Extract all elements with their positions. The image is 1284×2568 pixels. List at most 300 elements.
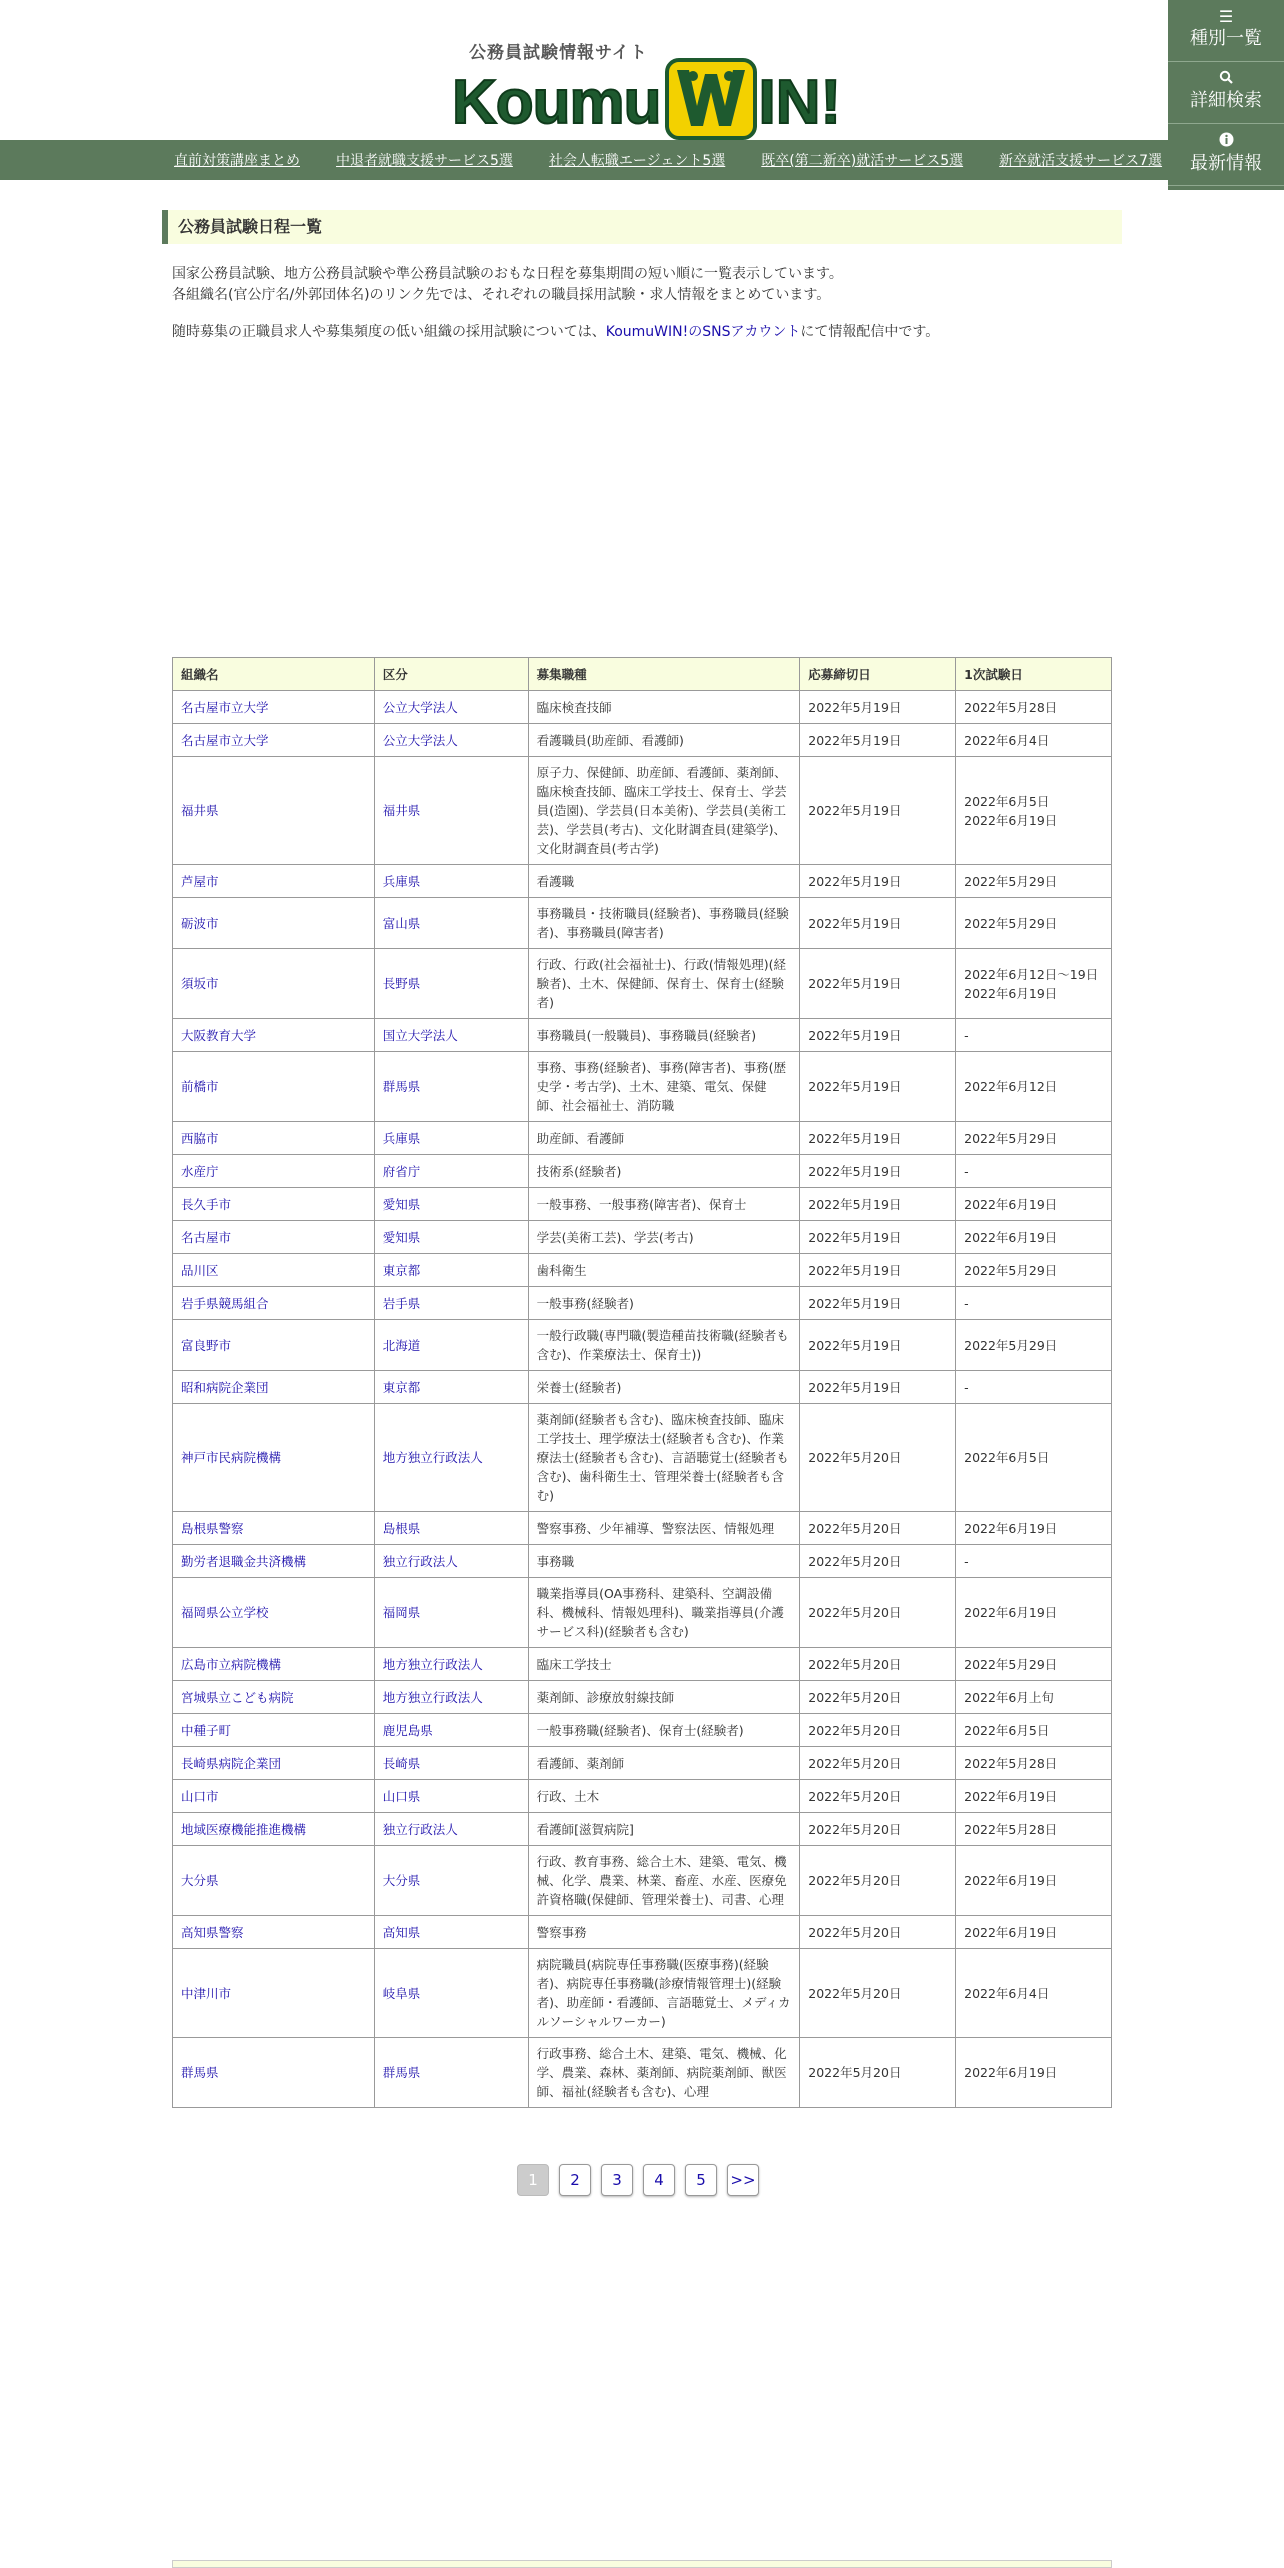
table-cell-jobs: [528, 898, 800, 949]
table-row: [173, 1019, 1112, 1052]
jobs-cell: 薬剤師、診療放射線技師: [536, 1689, 675, 1705]
table-cell-exam: [956, 865, 1112, 898]
category-link[interactable]: 地方独立行政法人: [382, 1450, 483, 1465]
table-cell-exam: [956, 1254, 1112, 1287]
pagination-page-3[interactable]: 3: [601, 2164, 633, 2196]
table-cell-category: [374, 1512, 528, 1545]
table-cell-org: [173, 1648, 375, 1681]
info-icon: [1168, 132, 1284, 151]
category-link[interactable]: 長崎県: [382, 1755, 421, 1771]
nav-link-exam-prep[interactable]: 直前対策講座まとめ: [174, 153, 300, 169]
table-cell-org: [173, 2038, 375, 2108]
org-link[interactable]: 島根県警察: [181, 1520, 244, 1536]
table-cell-org: [173, 1221, 375, 1254]
exam-date-cell: 2022年6月5日 2022年6月19日: [964, 793, 1058, 828]
category-link[interactable]: 富山県: [382, 915, 421, 931]
table-cell-deadline: [800, 1780, 956, 1813]
exam-date-cell: 2022年5月29日: [964, 1130, 1058, 1146]
table-cell-exam: [956, 1916, 1112, 1949]
jobs-cell: 一般事務職(経験者)、保育士(経験者): [536, 1722, 744, 1738]
jobs-cell: 歯科衛生: [536, 1262, 587, 1278]
table-cell-deadline: [800, 1254, 956, 1287]
org-link[interactable]: 福岡県公立学校: [181, 1605, 269, 1620]
sns-account-link[interactable]: KoumuWIN!のSNSアカウント: [605, 324, 801, 340]
table-cell-exam: [956, 1155, 1112, 1188]
nav-link-career-agent[interactable]: 社会人転職エージェント5選: [548, 153, 726, 169]
org-link[interactable]: 長崎県病院企業団: [181, 1755, 282, 1771]
table-cell-exam: [956, 1221, 1112, 1254]
table-cell-exam: [956, 724, 1112, 757]
category-link[interactable]: 群馬県: [382, 1079, 421, 1094]
table-row: [173, 865, 1112, 898]
table-cell-jobs: [528, 691, 800, 724]
main-nav: [0, 140, 1284, 180]
table-cell-deadline: [800, 1846, 956, 1916]
deadline-cell: 2022年5月19日: [808, 1163, 902, 1179]
exam-schedule-table: [172, 657, 1112, 2108]
table-cell-jobs: [528, 1052, 800, 1122]
table-row: [173, 691, 1112, 724]
jobs-cell: 看護職員(助産師、看護師): [536, 732, 684, 748]
table-cell-deadline: [800, 1747, 956, 1780]
table-cell-jobs: [528, 1949, 800, 2038]
table-cell-jobs: [528, 1287, 800, 1320]
logo-text-left: Koumu: [452, 68, 661, 137]
table-row: [173, 1681, 1112, 1714]
org-link[interactable]: 名古屋市: [181, 1229, 232, 1245]
exam-date-cell: 2022年5月29日: [964, 873, 1058, 889]
table-cell-deadline: [800, 1813, 956, 1846]
exam-date-cell: -: [964, 1027, 969, 1043]
jobs-cell: 技術系(経験者): [536, 1163, 622, 1179]
table-cell-org: [173, 1122, 375, 1155]
jobs-cell: 助産師、看護師: [536, 1130, 625, 1146]
table-cell-category: [374, 1287, 528, 1320]
table-row: [173, 1578, 1112, 1648]
org-link[interactable]: 高知県警察: [181, 1924, 244, 1940]
table-row: [173, 724, 1112, 757]
table-cell-category: [374, 1916, 528, 1949]
table-cell-deadline: [800, 1188, 956, 1221]
exam-date-cell: -: [964, 1163, 969, 1179]
org-link[interactable]: 砺波市: [181, 915, 219, 931]
deadline-cell: 2022年5月19日: [808, 1229, 902, 1245]
table-cell-jobs: [528, 1512, 800, 1545]
table-cell-category: [374, 1949, 528, 2038]
table-cell-category: [374, 1714, 528, 1747]
category-link[interactable]: 島根県: [382, 1520, 421, 1536]
table-cell-exam: [956, 1747, 1112, 1780]
exam-date-cell: 2022年5月29日: [964, 915, 1058, 931]
pagination-next-button[interactable]: >>: [727, 2164, 759, 2196]
table-cell-category: [374, 1019, 528, 1052]
jobs-cell: 行政、教育事務、総合土木、建築、電気、機械、化学、農業、林業、畜産、水産、医療免許資格職(保健師、管理栄養士)、司書、心理: [536, 1854, 787, 1907]
category-link[interactable]: 岩手県: [382, 1295, 421, 1311]
exam-date-cell: 2022年5月29日: [964, 1337, 1058, 1353]
category-link[interactable]: 東京都: [382, 1262, 421, 1278]
logo-caption: 公務員試験情報サイト: [469, 43, 648, 63]
exam-date-cell: -: [964, 1379, 969, 1395]
table-cell-org: [173, 949, 375, 1019]
table-cell-jobs: [528, 1578, 800, 1648]
table-cell-category: [374, 1221, 528, 1254]
category-link[interactable]: 高知県: [382, 1924, 421, 1940]
org-link[interactable]: 群馬県: [181, 2065, 219, 2080]
table-cell-exam: [956, 949, 1112, 1019]
table-cell-category: [374, 949, 528, 1019]
site-logo[interactable]: [452, 24, 842, 137]
org-link[interactable]: 岩手県競馬組合: [181, 1295, 269, 1311]
jobs-cell: 警察事務、少年補導、警察法医、情報処理: [536, 1520, 775, 1536]
column-header-jobs: 募集職種: [528, 658, 800, 691]
category-link[interactable]: 地方独立行政法人: [382, 1656, 483, 1672]
exam-date-cell: 2022年6月4日: [964, 732, 1050, 748]
pagination-page-5[interactable]: 5: [685, 2164, 717, 2196]
table-row: [173, 949, 1112, 1019]
table-cell-deadline: [800, 1320, 956, 1371]
table-cell-org: [173, 1813, 375, 1846]
org-link[interactable]: 地域医療機能推進機構: [181, 1821, 307, 1837]
org-link[interactable]: 名古屋市立大学: [181, 732, 269, 748]
deadline-cell: 2022年5月20日: [808, 1873, 902, 1888]
table-cell-jobs: [528, 2038, 800, 2108]
category-link[interactable]: 独立行政法人: [382, 1821, 458, 1837]
exam-date-cell: 2022年6月12日: [964, 1079, 1058, 1094]
table-cell-category: [374, 1371, 528, 1404]
jobs-cell: 栄養士(経験者): [536, 1379, 622, 1395]
table-cell-jobs: [528, 1846, 800, 1916]
category-link[interactable]: 愛知県: [382, 1229, 421, 1245]
org-link[interactable]: 中種子町: [181, 1722, 232, 1738]
table-cell-org: [173, 1916, 375, 1949]
table-cell-jobs: [528, 1545, 800, 1578]
deadline-cell: 2022年5月19日: [808, 1196, 902, 1212]
table-cell-exam: [956, 1681, 1112, 1714]
table-row: [173, 1371, 1112, 1404]
table-cell-jobs: [528, 724, 800, 757]
table-cell-exam: [956, 1019, 1112, 1052]
table-cell-deadline: [800, 1545, 956, 1578]
org-link[interactable]: 山口市: [181, 1788, 219, 1804]
table-cell-org: [173, 691, 375, 724]
table-cell-org: [173, 1254, 375, 1287]
table-cell-org: [173, 1512, 375, 1545]
intro-sns-before: 随時募集の正職員求人や募集頻度の低い組織の採用試験については、: [172, 324, 606, 340]
org-link[interactable]: 宮城県立こども病院: [181, 1689, 294, 1705]
org-link[interactable]: 神戸市民病院機構: [181, 1450, 282, 1465]
side-menu: [1168, 0, 1284, 190]
exam-date-cell: 2022年6月5日: [964, 1450, 1050, 1465]
table-cell-exam: [956, 1371, 1112, 1404]
table-cell-deadline: [800, 1714, 956, 1747]
table-cell-category: [374, 1747, 528, 1780]
nav-link-dropout-support[interactable]: 中退者就職支援サービス5選: [336, 153, 513, 169]
logo-text-right: IN!: [758, 68, 842, 137]
category-link[interactable]: 岐阜県: [382, 1985, 421, 2001]
table-row: [173, 1747, 1112, 1780]
table-cell-deadline: [800, 1287, 956, 1320]
intro-sns-after: にて情報配信中です。: [800, 324, 940, 340]
deadline-cell: 2022年5月19日: [808, 873, 902, 889]
side-button-categories[interactable]: [1168, 0, 1284, 62]
table-cell-exam: [956, 691, 1112, 724]
org-link[interactable]: 勤労者退職金共済機構: [181, 1553, 307, 1569]
org-link[interactable]: 昭和病院企業団: [181, 1379, 269, 1395]
table-cell-category: [374, 1254, 528, 1287]
table-cell-deadline: [800, 1371, 956, 1404]
exam-date-cell: 2022年6月19日: [964, 1788, 1058, 1804]
table-cell-exam: [956, 1122, 1112, 1155]
site-header: [0, 0, 1284, 140]
deadline-cell: 2022年5月20日: [808, 1821, 902, 1837]
category-link[interactable]: 鹿児島県: [382, 1722, 433, 1738]
deadline-cell: 2022年5月19日: [808, 1079, 902, 1094]
intro-line-2: 各組織名(官公庁名/外郭団体名)のリンク先では、それぞれの職員採用試験・求人情報をまとめています。: [172, 287, 831, 303]
table-cell-exam: [956, 898, 1112, 949]
table-cell-category: [374, 1122, 528, 1155]
table-row: [173, 1052, 1112, 1122]
exam-date-cell: 2022年6月5日: [964, 1722, 1050, 1738]
table-cell-category: [374, 1648, 528, 1681]
table-cell-jobs: [528, 1155, 800, 1188]
category-link[interactable]: 公立大学法人: [382, 699, 458, 715]
table-cell-deadline: [800, 1052, 956, 1122]
table-row: [173, 1512, 1112, 1545]
category-link[interactable]: 公立大学法人: [382, 732, 458, 748]
table-cell-org: [173, 724, 375, 757]
table-cell-deadline: [800, 865, 956, 898]
table-row: [173, 757, 1112, 865]
category-link[interactable]: 兵庫県: [382, 873, 421, 889]
org-link[interactable]: 長久手市: [181, 1196, 232, 1212]
jobs-cell: 事務職: [536, 1553, 575, 1569]
table-cell-category: [374, 1813, 528, 1846]
table-row: [173, 1404, 1112, 1512]
logo-wordmark: [452, 52, 842, 137]
table-cell-category: [374, 1155, 528, 1188]
column-header-exam-date: 1次試験日: [956, 658, 1112, 691]
deadline-cell: 2022年5月19日: [808, 1295, 902, 1311]
table-cell-org: [173, 1155, 375, 1188]
pagination: [517, 2164, 759, 2196]
jobs-cell: 臨床検査技師: [536, 699, 612, 715]
org-link[interactable]: 須坂市: [181, 976, 219, 991]
deadline-cell: 2022年5月20日: [808, 1924, 902, 1940]
table-cell-deadline: [800, 1512, 956, 1545]
deadline-cell: 2022年5月20日: [808, 1788, 902, 1804]
org-link[interactable]: 名古屋市立大学: [181, 699, 269, 715]
table-cell-jobs: [528, 865, 800, 898]
deadline-cell: 2022年5月20日: [808, 1656, 902, 1672]
intro-line-1: 国家公務員試験、地方公務員試験や準公務員試験のおもな日程を募集期間の短い順に一覧表示しています。: [172, 266, 843, 282]
deadline-cell: 2022年5月19日: [808, 915, 902, 931]
exam-date-cell: 2022年6月19日: [964, 1924, 1058, 1940]
side-button-search[interactable]: [1168, 62, 1284, 124]
category-link[interactable]: 独立行政法人: [382, 1553, 458, 1569]
table-cell-category: [374, 691, 528, 724]
deadline-cell: 2022年5月20日: [808, 1450, 902, 1465]
nav-link-newgrad-service[interactable]: 新卒就活支援サービス7選: [999, 153, 1163, 169]
table-cell-deadline: [800, 1681, 956, 1714]
table-cell-org: [173, 1578, 375, 1648]
table-cell-category: [374, 1320, 528, 1371]
jobs-cell: 看護職: [536, 873, 575, 889]
table-row: [173, 1648, 1112, 1681]
jobs-cell: 職業指導員(OA事務科、建築科、空調設備科、機械科、情報処理科)、職業指導員(介護サービス科)(経験者も含む): [536, 1586, 784, 1639]
category-link[interactable]: 東京都: [382, 1379, 421, 1395]
jobs-cell: 行政、土木: [536, 1788, 600, 1804]
table-cell-category: [374, 1404, 528, 1512]
category-link[interactable]: 愛知県: [382, 1196, 421, 1212]
table-cell-deadline: [800, 1916, 956, 1949]
org-link[interactable]: 広島市立病院機構: [181, 1656, 282, 1672]
table-row: [173, 1155, 1112, 1188]
table-cell-org: [173, 1287, 375, 1320]
table-cell-category: [374, 2038, 528, 2108]
side-button-label: 最新情報: [1190, 153, 1262, 174]
table-cell-org: [173, 1371, 375, 1404]
category-link[interactable]: 群馬県: [382, 2065, 421, 2080]
table-cell-exam: [956, 1188, 1112, 1221]
table-cell-org: [173, 1846, 375, 1916]
category-link[interactable]: 兵庫県: [382, 1130, 421, 1146]
deadline-cell: 2022年5月19日: [808, 1130, 902, 1146]
exam-date-cell: 2022年6月19日: [964, 1520, 1058, 1536]
table-row: [173, 1287, 1112, 1320]
table-cell-exam: [956, 757, 1112, 865]
org-link[interactable]: 西脇市: [181, 1130, 219, 1146]
table-cell-deadline: [800, 898, 956, 949]
org-link[interactable]: 前橋市: [181, 1079, 219, 1094]
table-cell-org: [173, 757, 375, 865]
org-link[interactable]: 富良野市: [181, 1337, 232, 1353]
category-link[interactable]: 府省庁: [382, 1163, 421, 1179]
exam-date-cell: 2022年6月19日: [964, 1605, 1058, 1620]
table-cell-jobs: [528, 1188, 800, 1221]
table-cell-jobs: [528, 1916, 800, 1949]
pagination-page-2[interactable]: 2: [559, 2164, 591, 2196]
table-cell-exam: [956, 1404, 1112, 1512]
table-cell-org: [173, 865, 375, 898]
column-header-category: 区分: [374, 658, 528, 691]
exam-date-cell: 2022年5月29日: [964, 1656, 1058, 1672]
table-cell-jobs: [528, 1122, 800, 1155]
table-header-row: [173, 658, 1112, 691]
exam-date-cell: 2022年6月19日: [964, 1196, 1058, 1212]
table-cell-category: [374, 757, 528, 865]
table-row: [173, 1188, 1112, 1221]
table-cell-exam: [956, 1545, 1112, 1578]
nav-link-graduate-service[interactable]: 既卒(第二新卒)就活サービス5選: [761, 153, 964, 169]
table-cell-org: [173, 1019, 375, 1052]
table-cell-jobs: [528, 1221, 800, 1254]
table-cell-jobs: [528, 1371, 800, 1404]
org-link[interactable]: 水産庁: [181, 1163, 219, 1179]
table-cell-exam: [956, 1512, 1112, 1545]
side-button-label: 詳細検索: [1190, 90, 1262, 111]
search-icon: [1168, 70, 1284, 88]
org-link[interactable]: 品川区: [181, 1262, 219, 1278]
org-link[interactable]: 芦屋市: [181, 873, 219, 889]
jobs-cell: 事務職員(一般職員)、事務職員(経験者): [536, 1027, 757, 1043]
exam-date-cell: 2022年5月29日: [964, 1262, 1058, 1278]
table-row: [173, 1846, 1112, 1916]
deadline-cell: 2022年5月20日: [808, 1722, 902, 1738]
table-cell-exam: [956, 1949, 1112, 2038]
table-cell-deadline: [800, 1019, 956, 1052]
table-cell-org: [173, 1545, 375, 1578]
side-button-label: 種別一覧: [1190, 28, 1262, 49]
intro-sns: [172, 322, 939, 343]
deadline-cell: 2022年5月19日: [808, 1027, 902, 1043]
org-link[interactable]: 中津川市: [181, 1985, 232, 2001]
table-cell-jobs: [528, 1254, 800, 1287]
table-row: [173, 898, 1112, 949]
category-link[interactable]: 国立大学法人: [382, 1027, 458, 1043]
table-cell-deadline: [800, 1155, 956, 1188]
table-row: [173, 1916, 1112, 1949]
category-link[interactable]: 大分県: [382, 1873, 421, 1888]
category-link[interactable]: 地方独立行政法人: [382, 1689, 483, 1705]
table-cell-org: [173, 1320, 375, 1371]
jobs-cell: 看護師、薬剤師: [536, 1755, 625, 1771]
org-link[interactable]: 大阪教育大学: [181, 1027, 257, 1043]
table-cell-deadline: [800, 724, 956, 757]
exam-date-cell: 2022年6月19日: [964, 1229, 1058, 1245]
table-cell-org: [173, 898, 375, 949]
jobs-cell: 事務、事務(経験者)、事務(障害者)、事務(歴史学・考古学)、土木、建築、電気、保健師、社会福祉士、消防職: [536, 1060, 786, 1113]
category-link[interactable]: 山口県: [382, 1788, 421, 1804]
table-cell-category: [374, 724, 528, 757]
org-link[interactable]: 大分県: [181, 1873, 219, 1888]
deadline-cell: 2022年5月20日: [808, 1689, 902, 1705]
exam-date-cell: 2022年5月28日: [964, 1755, 1058, 1771]
table-cell-category: [374, 1846, 528, 1916]
table-cell-jobs: [528, 949, 800, 1019]
category-link[interactable]: 長野県: [382, 976, 421, 991]
menu-icon: ☰: [1218, 7, 1234, 26]
table-cell-exam: [956, 1846, 1112, 1916]
exam-date-cell: -: [964, 1295, 969, 1311]
category-link[interactable]: 福岡県: [382, 1605, 421, 1620]
page-title: 公務員試験日程一覧: [162, 210, 1122, 244]
table-cell-org: [173, 1404, 375, 1512]
exam-date-cell: 2022年5月28日: [964, 1821, 1058, 1837]
pagination-page-4[interactable]: 4: [643, 2164, 675, 2196]
table-cell-org: [173, 1714, 375, 1747]
table-row: [173, 1122, 1112, 1155]
table-cell-org: [173, 1681, 375, 1714]
table-cell-deadline: [800, 2038, 956, 2108]
table-cell-category: [374, 1052, 528, 1122]
deadline-cell: 2022年5月19日: [808, 1337, 902, 1353]
exam-date-cell: 2022年6月19日: [964, 2065, 1058, 2080]
table-cell-category: [374, 1780, 528, 1813]
side-button-latest[interactable]: [1168, 124, 1284, 186]
table-cell-category: [374, 1188, 528, 1221]
table-cell-exam: [956, 1320, 1112, 1371]
table-row: [173, 1254, 1112, 1287]
table-cell-exam: [956, 1714, 1112, 1747]
org-link[interactable]: 福井県: [181, 803, 219, 818]
category-link[interactable]: 北海道: [382, 1337, 421, 1353]
category-link[interactable]: 福井県: [382, 803, 421, 818]
table-cell-jobs: [528, 1813, 800, 1846]
table-cell-org: [173, 1747, 375, 1780]
table-cell-exam: [956, 1780, 1112, 1813]
table-cell-jobs: [528, 757, 800, 865]
table-cell-category: [374, 1545, 528, 1578]
